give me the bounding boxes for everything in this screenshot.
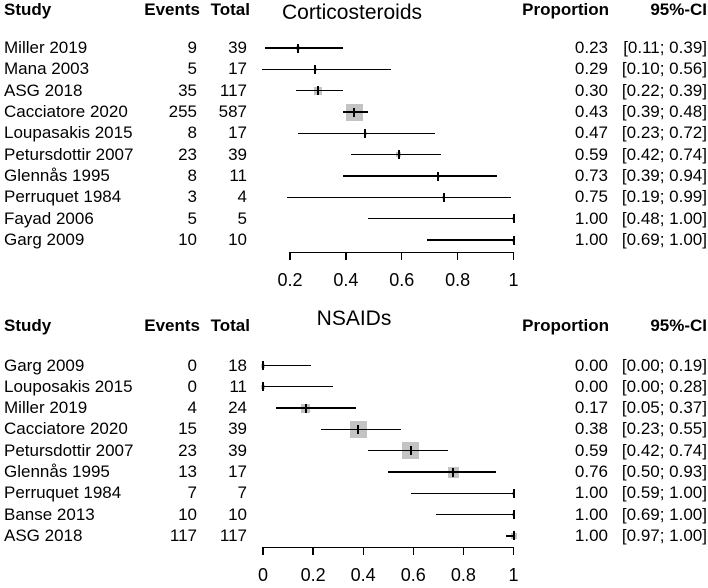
events-value: 7 — [187, 483, 197, 503]
forest-ci-whisker — [263, 365, 311, 366]
total-value: 39 — [228, 38, 247, 57]
x-axis-tick-label: 0.8 — [450, 564, 476, 585]
x-axis-tick-label: 0.6 — [400, 564, 426, 585]
study-label: Miller 2019 — [4, 398, 88, 418]
x-axis-tick-label: 0.6 — [389, 270, 415, 290]
proportion-value: 1.00 — [574, 504, 608, 524]
total-value: 10 — [228, 230, 247, 250]
forest-point-tick — [452, 468, 454, 477]
study-label: Fayad 2006 — [4, 208, 94, 228]
x-axis-line — [263, 547, 514, 548]
forest-point-tick — [513, 489, 515, 498]
forest-point-tick — [262, 382, 264, 391]
forest-point-tick — [513, 531, 515, 540]
study-label: ASG 2018 — [4, 525, 83, 545]
column-header-ci: 95%-CI — [650, 0, 707, 19]
total-value: 587 — [218, 102, 247, 122]
total-value: 17 — [228, 123, 247, 143]
forest-point-tick — [410, 446, 412, 455]
ci-value: [0.22; 0.39] — [621, 80, 707, 100]
x-axis-tick — [457, 252, 458, 260]
x-axis-tick — [463, 547, 464, 555]
proportion-value: 0.17 — [574, 398, 608, 418]
forest-ci-whisker — [343, 175, 497, 176]
forest-point-tick — [398, 150, 400, 159]
forest-point-tick — [513, 510, 515, 519]
ci-value: [0.48; 1.00] — [621, 208, 707, 228]
forest-point-tick — [314, 65, 316, 74]
forest-ci-whisker — [263, 386, 333, 387]
proportion-value: 0.43 — [574, 102, 608, 122]
ci-value: [0.23; 0.55] — [621, 419, 707, 439]
ci-value: [0.10; 0.56] — [621, 59, 707, 79]
total-value: 4 — [237, 187, 247, 207]
events-value: 8 — [187, 123, 197, 143]
x-axis-tick-label: 0.4 — [350, 564, 376, 585]
total-value: 117 — [219, 80, 247, 100]
x-axis-tick — [513, 547, 514, 555]
x-axis-tick — [262, 547, 263, 555]
ci-value: [0.00; 0.28] — [621, 376, 707, 396]
x-axis-tick-label: 0.2 — [300, 564, 326, 585]
proportion-value: 0.00 — [574, 376, 608, 396]
x-axis-tick — [513, 252, 514, 260]
events-value: 23 — [178, 144, 197, 164]
x-axis-tick-label: 0.4 — [333, 270, 359, 290]
proportion-value: 0.47 — [574, 123, 608, 143]
ci-value: [0.19; 0.99] — [621, 187, 707, 207]
events-value: 3 — [187, 187, 197, 207]
forest-ci-whisker — [411, 493, 514, 494]
study-label: Perruquet 1984 — [4, 187, 122, 207]
events-value: 5 — [187, 208, 197, 228]
ci-value: [0.39; 0.94] — [621, 166, 707, 186]
column-header-events: Events — [144, 0, 200, 19]
study-label: Miller 2019 — [4, 38, 88, 57]
forest-ci-whisker — [368, 450, 448, 451]
ci-value: [0.59; 1.00] — [621, 483, 707, 503]
forest-point-tick — [513, 214, 515, 223]
study-label: Banse 2013 — [4, 504, 95, 524]
ci-value: [0.69; 1.00] — [621, 230, 707, 250]
x-axis-tick — [413, 547, 414, 555]
events-value: 5 — [187, 59, 197, 79]
forest-point-tick — [443, 193, 445, 202]
proportion-value: 0.75 — [574, 187, 608, 207]
total-value: 18 — [228, 355, 247, 375]
study-label: Petursdottir 2007 — [4, 144, 134, 164]
study-label: Perruquet 1984 — [4, 483, 122, 503]
events-value: 9 — [187, 38, 197, 57]
ci-value: [0.11; 0.39] — [623, 38, 707, 57]
column-header-study: Study — [4, 0, 52, 19]
panel-title-nsaids: NSAIDs — [316, 307, 392, 330]
column-header-total: Total — [210, 0, 250, 19]
study-label: Loupasakis 2015 — [4, 123, 133, 143]
x-axis-tick — [401, 252, 402, 260]
forest-point-tick — [262, 361, 264, 370]
events-value: 13 — [178, 462, 197, 481]
ci-value: [0.00; 0.19] — [621, 355, 707, 375]
column-header-events: Events — [144, 316, 200, 335]
ci-value: [0.39; 0.48] — [621, 102, 707, 122]
proportion-value: 0.59 — [574, 144, 608, 164]
ci-value: [0.42; 0.74] — [621, 440, 707, 460]
events-value: 4 — [187, 398, 197, 418]
forest-point-tick — [297, 44, 299, 53]
forest-ci-whisker — [427, 239, 514, 240]
forest-ci-whisker — [262, 69, 391, 70]
x-axis-tick — [312, 547, 313, 555]
events-value: 35 — [178, 80, 197, 100]
ci-value: [0.69; 1.00] — [621, 504, 707, 524]
column-header-ci: 95%-CI — [650, 316, 707, 335]
proportion-value: 0.76 — [574, 462, 608, 481]
forest-point-tick — [317, 86, 319, 95]
proportion-value: 0.59 — [574, 440, 608, 460]
total-value: 39 — [228, 440, 247, 460]
x-axis-tick — [289, 252, 290, 260]
events-value: 117 — [169, 525, 197, 545]
proportion-value: 1.00 — [574, 525, 608, 545]
proportion-value: 0.29 — [574, 59, 608, 79]
events-value: 255 — [168, 102, 197, 122]
forest-ci-whisker — [388, 471, 496, 472]
forest-point-tick — [353, 108, 355, 117]
x-axis-tick-label: 1 — [508, 270, 519, 290]
total-value: 39 — [228, 419, 247, 439]
forest-ci-whisker — [368, 218, 513, 219]
proportion-value: 0.23 — [574, 38, 608, 57]
events-value: 0 — [187, 376, 197, 396]
study-label: Cacciatore 2020 — [4, 419, 128, 439]
x-axis-tick — [363, 547, 364, 555]
forest-point-tick — [305, 404, 307, 413]
total-value: 39 — [228, 144, 247, 164]
proportion-value: 1.00 — [574, 230, 608, 250]
forest-ci-whisker — [296, 90, 343, 91]
forest-point-tick — [364, 129, 366, 138]
study-label: Glennås 1995 — [4, 462, 110, 481]
column-header-proportion: Proportion — [522, 316, 609, 335]
study-label: Mana 2003 — [4, 59, 90, 79]
forest-ci-whisker — [298, 133, 435, 134]
forest-point-tick — [437, 172, 439, 181]
total-value: 11 — [229, 376, 247, 396]
study-label: ASG 2018 — [4, 80, 83, 100]
ci-value: [0.42; 0.74] — [621, 144, 707, 164]
events-value: 8 — [187, 166, 197, 186]
column-header-proportion: Proportion — [522, 0, 609, 19]
ci-value: [0.05; 0.37] — [621, 398, 707, 418]
ci-value: [0.50; 0.93] — [621, 462, 707, 481]
forest-ci-whisker — [343, 111, 368, 112]
total-value: 5 — [237, 208, 247, 228]
events-value: 10 — [178, 230, 197, 250]
events-value: 0 — [187, 355, 197, 375]
study-label: Louposakis 2015 — [4, 376, 133, 396]
forest-ci-whisker — [351, 154, 440, 155]
events-value: 23 — [178, 440, 197, 460]
proportion-value: 0.00 — [574, 355, 608, 375]
forest-ci-whisker — [436, 514, 514, 515]
study-label: Garg 2009 — [4, 230, 85, 250]
x-axis-tick-label: 0.8 — [445, 270, 471, 290]
x-axis-tick-label: 0.2 — [277, 270, 303, 290]
forest-ci-whisker — [287, 197, 511, 198]
proportion-value: 1.00 — [574, 208, 608, 228]
forest-point-tick — [513, 236, 515, 245]
x-axis-tick-label: 0 — [257, 564, 268, 585]
events-value: 15 — [178, 419, 197, 439]
column-header-study: Study — [4, 316, 52, 335]
forest-ci-whisker — [265, 47, 343, 48]
ci-value: [0.23; 0.72] — [621, 123, 707, 143]
x-axis-tick — [345, 252, 346, 260]
study-label: Cacciatore 2020 — [4, 102, 128, 122]
total-value: 17 — [228, 59, 247, 79]
forest-ci-whisker — [276, 407, 356, 408]
total-value: 17 — [228, 462, 247, 481]
total-value: 117 — [219, 525, 247, 545]
study-label: Garg 2009 — [4, 355, 85, 375]
forest-point-tick — [357, 425, 359, 434]
panel-title-corticosteroids: Corticosteroids — [281, 1, 423, 24]
proportion-value: 0.30 — [574, 80, 608, 100]
total-value: 10 — [228, 504, 247, 524]
forest-ci-whisker — [321, 429, 401, 430]
total-value: 24 — [228, 398, 247, 418]
total-value: 7 — [237, 483, 247, 503]
events-value: 10 — [178, 504, 197, 524]
total-value: 11 — [229, 166, 247, 186]
x-axis-tick-label: 1 — [508, 564, 519, 585]
study-label: Glennås 1995 — [4, 166, 110, 186]
ci-value: [0.97; 1.00] — [621, 525, 707, 545]
study-label: Petursdottir 2007 — [4, 440, 134, 460]
proportion-value: 1.00 — [574, 483, 608, 503]
proportion-value: 0.38 — [574, 419, 608, 439]
proportion-value: 0.73 — [574, 166, 608, 186]
column-header-total: Total — [210, 316, 250, 335]
